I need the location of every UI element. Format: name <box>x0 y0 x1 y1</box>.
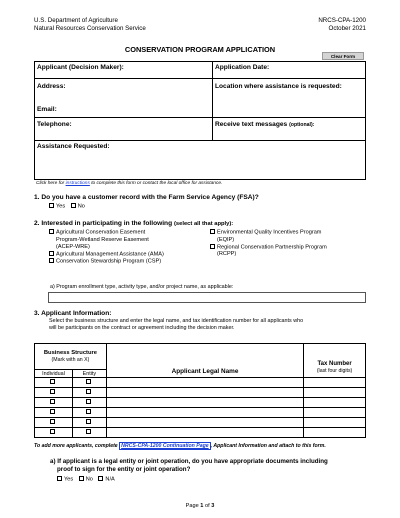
page-footer <box>0 503 400 509</box>
instructions-link[interactable]: instructions <box>65 181 90 186</box>
q3-sub-a-options <box>57 476 115 484</box>
eqip-checkbox[interactable] <box>210 229 215 234</box>
legal-name-cell[interactable] <box>106 428 303 438</box>
individual-cell[interactable] <box>35 378 73 388</box>
q3a-yes-checkbox[interactable] <box>57 476 62 481</box>
individual-checkbox[interactable] <box>50 379 55 384</box>
individual-checkbox[interactable] <box>50 419 55 424</box>
location-label: Location where assistance is requested: <box>215 83 342 90</box>
acep-label-1: Agricultural Conservation Easement <box>56 229 146 236</box>
q1-yes-checkbox[interactable] <box>49 203 54 208</box>
individual-checkbox[interactable] <box>50 429 55 434</box>
individual-cell[interactable] <box>35 418 73 428</box>
individual-checkbox[interactable] <box>50 399 55 404</box>
q3a-no-label: No <box>85 476 93 483</box>
entity-cell[interactable] <box>72 388 106 398</box>
form-date: October 2021 <box>328 24 366 32</box>
ama-checkbox[interactable] <box>49 251 54 256</box>
q3-desc-2: will be participants on the contract or agreement including the decision maker. <box>49 325 235 331</box>
page-number: 1 <box>200 503 204 509</box>
legal-name-cell[interactable] <box>106 398 303 408</box>
page-of: of <box>203 503 212 509</box>
table-row <box>35 408 366 418</box>
page-prefix: Page <box>185 503 201 509</box>
tax-number-header <box>304 344 366 378</box>
q3-sub-a-line-2: proof to sign for the entity or joint operation? <box>57 466 191 473</box>
receive-text-label <box>215 121 314 128</box>
table-row <box>35 418 366 428</box>
tax-number-label: Tax Number <box>317 361 352 367</box>
individual-cell[interactable] <box>35 408 73 418</box>
business-structure-header <box>35 344 107 370</box>
rcpp-label-1: Regional Conservation Partnership Program <box>217 244 327 250</box>
eqip-label-2: (EQIP) <box>217 236 235 243</box>
acep-label-3: (ACEP-WRE) <box>56 243 90 250</box>
legal-name-header: Applicant Legal Name <box>106 344 303 378</box>
rcpp-checkbox[interactable] <box>210 244 215 249</box>
business-structure-label: Business Structure <box>43 349 97 356</box>
entity-cell[interactable] <box>72 378 106 388</box>
q2-select-all: (select all that apply): <box>173 221 234 227</box>
q3-sub-a <box>50 458 328 474</box>
q2-left-options <box>49 229 164 266</box>
q2-text: 2. Interested in participating in the following <box>34 220 173 227</box>
legal-name-cell[interactable] <box>106 418 303 428</box>
tax-number-cell[interactable] <box>304 388 366 398</box>
entity-checkbox[interactable] <box>86 419 91 424</box>
q3-sub-a-line-1: a) If applicant is a legal entity or joint operation, do you have appropriate documents including <box>50 458 328 465</box>
q3a-yes-label: Yes <box>64 476 74 483</box>
ama-label: Agricultural Management Assistance (AMA) <box>56 251 164 257</box>
more-note-after: , Applicant Information and attach to this form. <box>210 443 326 449</box>
more-applicants-note <box>34 443 326 449</box>
continuation-page-link[interactable]: NRCS-CPA-1200 Continuation Page <box>121 443 209 449</box>
q1-no-checkbox[interactable] <box>71 203 76 208</box>
q3-description <box>49 318 303 332</box>
agency-header <box>34 17 146 32</box>
email-label: Email: <box>37 106 57 113</box>
entity-cell[interactable] <box>72 428 106 438</box>
q3a-no-checkbox[interactable] <box>79 476 84 481</box>
q3a-na-checkbox[interactable] <box>98 476 103 481</box>
entity-header: Entity <box>72 370 106 378</box>
rcpp-label-2: (RCPP) <box>217 251 237 257</box>
tax-number-cell[interactable] <box>304 398 366 408</box>
q3a-na-label: N/A <box>105 476 115 483</box>
csp-checkbox[interactable] <box>49 258 54 263</box>
entity-checkbox[interactable] <box>86 429 91 434</box>
table-row <box>35 378 366 388</box>
application-date-label: Application Date: <box>215 64 270 71</box>
legal-name-cell[interactable] <box>106 378 303 388</box>
form-id: NRCS-CPA-1200 <box>318 17 366 24</box>
q1-no-label: No <box>77 203 85 210</box>
eqip-label-1: Environmental Quality Incentives Program <box>217 229 322 236</box>
table-row <box>35 388 366 398</box>
form-id-block <box>318 17 366 32</box>
program-enrollment-field[interactable] <box>48 292 366 303</box>
individual-header: Individual <box>35 370 73 378</box>
q1-options <box>49 203 85 211</box>
entity-checkbox[interactable] <box>86 399 91 404</box>
receive-text-main: Receive text messages <box>215 121 288 128</box>
entity-checkbox[interactable] <box>86 389 91 394</box>
applicant-table <box>34 343 366 438</box>
tax-number-cell[interactable] <box>304 408 366 418</box>
q2-sub-a: a) Program enrollment type, activity type, and/or project name, as applicable: <box>50 284 234 290</box>
tax-number-cell[interactable] <box>304 428 366 438</box>
clear-form-button[interactable]: Clear Form <box>322 52 364 60</box>
entity-cell[interactable] <box>72 418 106 428</box>
acep-wre-checkbox[interactable] <box>49 229 54 234</box>
more-note-before: To add more applicants, complete <box>34 443 120 449</box>
tax-last4-label: (last four digits) <box>316 368 353 374</box>
table-row <box>35 398 366 408</box>
instructions-note <box>36 181 222 186</box>
telephone-label: Telephone: <box>37 121 72 128</box>
question-2 <box>34 220 233 227</box>
entity-checkbox[interactable] <box>86 409 91 414</box>
individual-cell[interactable] <box>35 428 73 438</box>
legal-name-cell[interactable] <box>106 388 303 398</box>
acep-label-2: Program-Wetland Reserve Easement <box>56 236 149 243</box>
individual-cell[interactable] <box>35 388 73 398</box>
note-after: to complete this form or contact the local office for assistance. <box>89 181 223 186</box>
mark-with-x-label: (Mark with an X) <box>51 356 90 363</box>
entity-cell[interactable] <box>72 408 106 418</box>
tax-number-cell[interactable] <box>304 378 366 388</box>
q2-right-options <box>210 229 327 258</box>
question-3: 3. Applicant Information: <box>34 310 112 317</box>
individual-checkbox[interactable] <box>50 389 55 394</box>
q3-desc-1: Select the business structure and enter the legal name, and tax identification number for all applicants who <box>49 318 304 324</box>
applicant-label: Applicant (Decision Maker): <box>37 64 124 71</box>
question-1: 1. Do you have a customer record with the Farm Service Agency (FSA)? <box>34 194 259 201</box>
agency-line-2: Natural Resources Conservation Service <box>34 24 146 32</box>
applicant-info-box <box>34 61 366 180</box>
csp-label: Conservation Stewardship Program (CSP) <box>56 258 162 265</box>
entity-cell[interactable] <box>72 398 106 408</box>
legal-name-cell[interactable] <box>106 408 303 418</box>
individual-checkbox[interactable] <box>50 409 55 414</box>
agency-line-1: U.S. Department of Agriculture <box>34 17 118 24</box>
individual-cell[interactable] <box>35 398 73 408</box>
receive-text-optional: (optional): <box>289 122 315 128</box>
assistance-label: Assistance Requested: <box>37 143 110 150</box>
tax-number-cell[interactable] <box>304 418 366 428</box>
table-row <box>35 428 366 438</box>
entity-checkbox[interactable] <box>86 379 91 384</box>
note-before: Click here for <box>36 181 66 186</box>
q1-yes-label: Yes <box>56 203 66 210</box>
address-label: Address: <box>37 83 66 90</box>
page-title: CONSERVATION PROGRAM APPLICATION <box>124 45 276 54</box>
page-total: 3 <box>211 503 215 509</box>
